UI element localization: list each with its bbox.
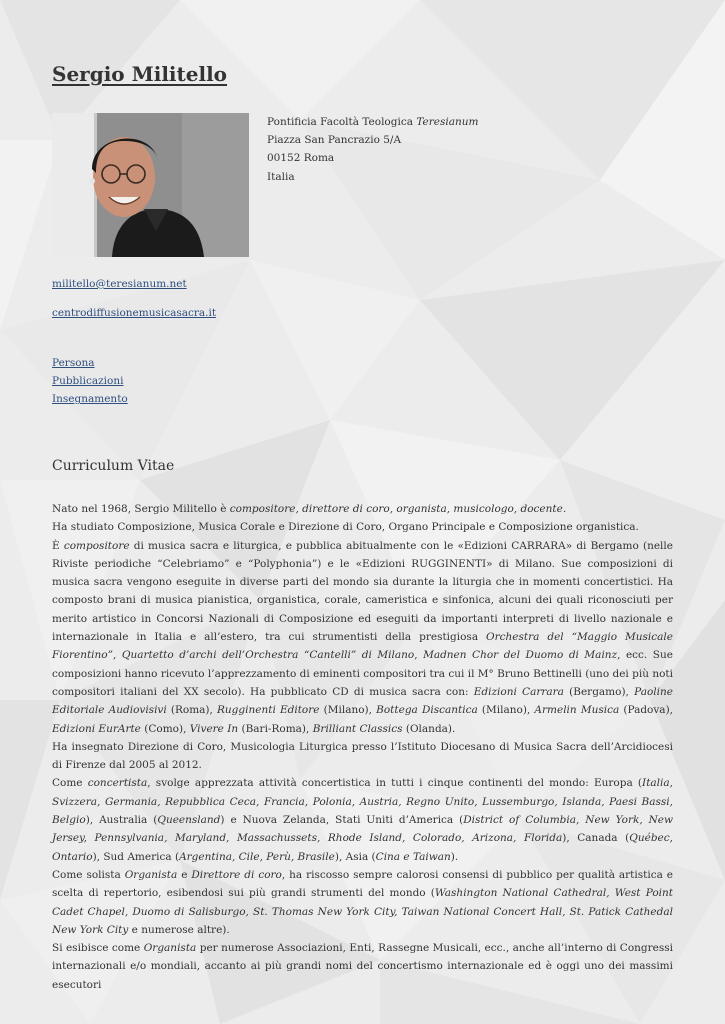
cv-text	[52, 500, 673, 994]
address-institution: Pontificia Facoltà Teologica Teresianum	[267, 116, 479, 128]
email-link[interactable]: militello@teresianum.net	[52, 278, 187, 290]
cv-paragraph-5: Come concertista, svolge apprezzata attività concertistica in tutti i cinque continenti del mondo: Europa (Italia, Svizzera, Germania, Repubblica Ceca, Francia, Polonia, Austria, Regno Unito, Lussemburgo, Islanda, Paesi Bassi, Belgio), Australia (Queensland) e Nuova Zelanda, Stati Uniti d’America (District of Columbia, New York, New Jersey, Pennsylvania, Maryland, Massachussets, Rhode Island, Colorado, Arizona, Florida), Canada (Québec, Ontario), Sud America (Argentina, Cile, Perù, Brasile), Asia (Cina e Taiwan).	[52, 777, 673, 863]
cv-paragraph-4: Ha insegnato Direzione di Coro, Musicologia Liturgica presso l’Istituto Diocesano di Musica Sacra dell’Arcidiocesi di Firenze dal 2005 al 2012.	[52, 740, 673, 772]
profile-photo	[52, 113, 249, 257]
section-nav	[52, 354, 128, 409]
address-block	[267, 113, 478, 186]
cv-paragraph-7: Si esibisce come Organista per numerose Associazioni, Enti, Rassegne Musicali, ecc., anche all’interno di Congressi internazionali e/o mondiali, accanto ai più grandi nomi del concertismo internazionale ed è oggi uno dei massimi esecutori	[52, 942, 673, 991]
cv-paragraph-6: Come solista Organista e Direttore di coro, ha riscosso sempre calorosi consensi di pubblico per qualità artistica e scelta di repertorio, esibendosi sui più grandi strumenti del mondo (Washington National Cathedral, West Point Cadet Chapel, Duomo di Salisburgo, St. Thomas New York City, Taiwan National Concert Hall, St. Patick Cathedal New York City e numerose altre).	[52, 868, 674, 936]
page-title: Sergio Militello	[52, 62, 228, 86]
cv-paragraph-1: Nato nel 1968, Sergio Militello è compositore, direttore di coro, organista, musicologo, docente.	[52, 503, 567, 515]
section-heading: Curriculum Vitae	[52, 458, 175, 474]
nav-link-pubblicazioni[interactable]: Pubblicazioni	[52, 375, 124, 388]
cv-paragraph-2: Ha studiato Composizione, Musica Corale e Direzione di Coro, Organo Principale e Composizione organistica.	[52, 521, 639, 534]
address-postal-city: 00152 Roma	[267, 152, 335, 165]
nav-link-insegnamento[interactable]: Insegnamento	[52, 393, 128, 406]
address-street: Piazza San Pancrazio 5/A	[267, 134, 402, 147]
nav-link-persona[interactable]: Persona	[52, 357, 95, 369]
cv-paragraph-3: È compositore di musica sacra e liturgica, e pubblica abitualmente con le «Edizioni CARRARA» di Bergamo (nelle Riviste periodiche “Celebriamo” e “Polyphonia”) e le «Edizioni RUGGINENTI» di Milano. Sue composizioni di musica sacra vengono eseguite in diverse parti del mondo sia durante la liturgia che in momenti concertistici. Ha composto brani di musica pianistica, organistica, corale, cameristica e sinfonica, alcuni dei quali riconosciuti per merito artistico in Concorsi Nazionali di Composizione ed eseguiti da importanti interpreti di livello nazionale e internazionale in Italia e all’estero, tra cui strumentisti della prestigiosa Orchestra del “Maggio Musicale Fiorentino”, Quartetto d’archi dell’Orchestra “Cantelli” di Milano, Madnen Chor del Duomo di Mainz, ecc. Sue composizioni hanno ricevuto l’apprezzamento di eminenti compositori tra cui il M° Bruno Bettinelli (uno dei più noti compositori italiani del XX secolo). Ha pubblicato CD di musica sacra con: Edizioni Carrara (Bergamo), Paoline Editoriale Audiovisivi (Roma), Rugginenti Editore (Milano), Bottega Discantica (Milano), Armelin Musica (Padova), Edizioni EurArte (Como), Vivere In (Bari-Roma), Brilliant Classics (Olanda).	[52, 539, 674, 735]
address-country: Italia	[267, 170, 295, 183]
website-link[interactable]: centrodiffusionemusicasacra.it	[52, 307, 217, 319]
